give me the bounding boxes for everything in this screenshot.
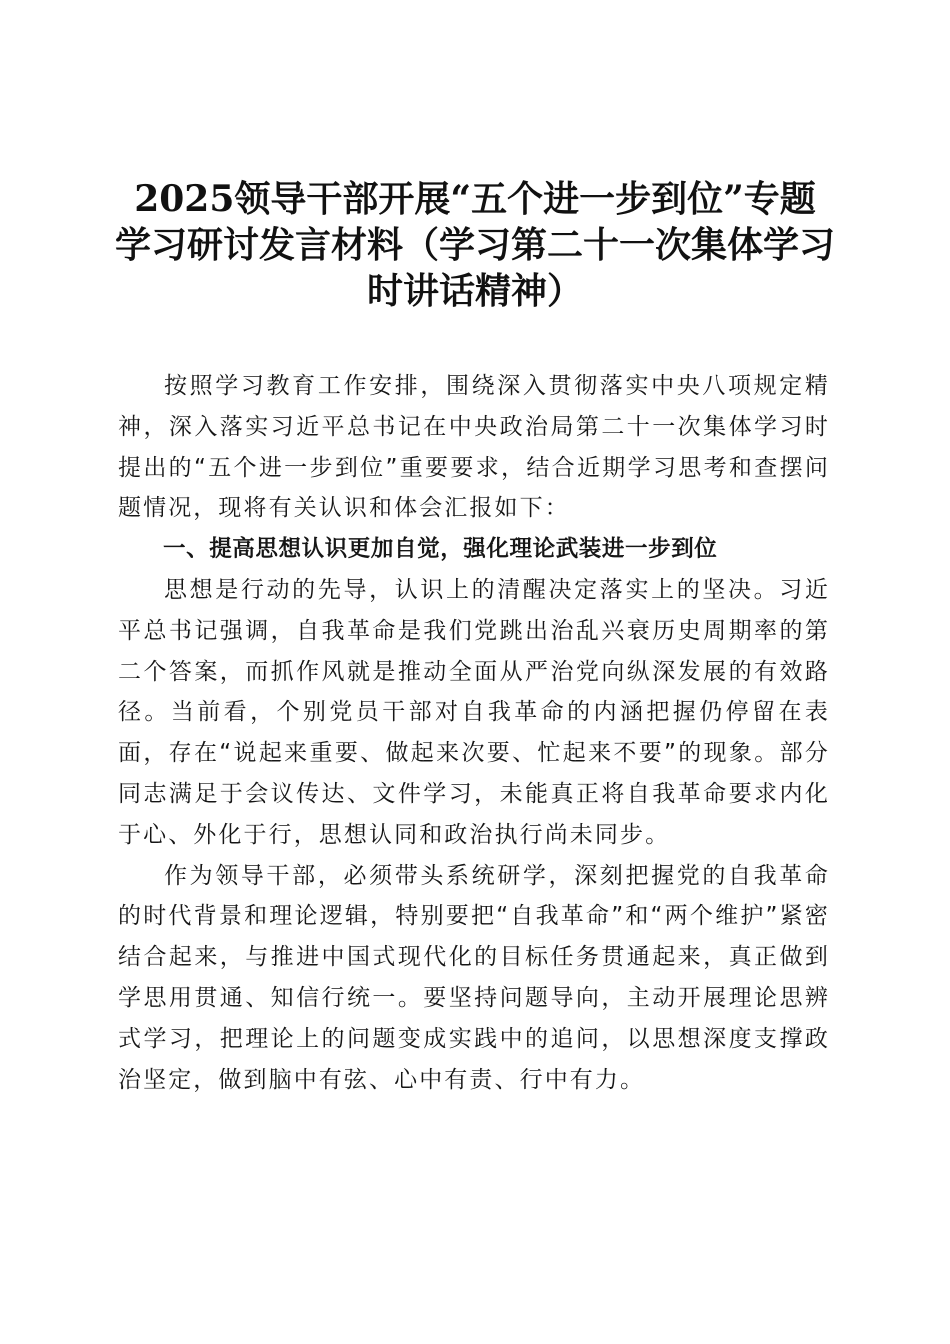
document-body bbox=[118, 366, 830, 1100]
title-line-3: 时讲话精神） bbox=[366, 270, 583, 312]
title-line-2: 学习研讨发言材料（学习第二十一次集体学习 bbox=[114, 224, 835, 266]
document-title bbox=[100, 176, 850, 314]
section-1-paragraph-1: 思想是行动的先导，认识上的清醒决定落实上的坚决。习近平总书记强调，自我革命是我们党跳出治乱兴衰历史周期率的第二个答案，而抓作风就是推动全面从严治党向纵深发展的有效路径。当前看，个别党员干部对自我革命的内涵把握仍停留在表面，存在“说起来重要、做起来次要、忙起来不要”的现象。部分同志满足于会议传达、文件学习，未能真正将自我革命要求内化于心、外化于行，思想认同和政治执行尚未同步。 bbox=[118, 576, 830, 848]
section-1-heading: 一、提高思想认识更加自觉，强化理论武装进一步到位 bbox=[163, 536, 718, 563]
title-line-1: 2025领导干部开展“五个进一步到位”专题 bbox=[134, 178, 816, 220]
section-1-paragraph-2: 作为领导干部，必须带头系统研学，深刻把握党的自我革命的时代背景和理论逻辑，特别要把“自我革命”和“两个维护”紧密结合起来，与推进中国式现代化的目标任务贯通起来，真正做到学思用贯通、知信行统一。要坚持问题导向，主动开展理论思辨式学习，把理论上的问题变成实践中的追问，以思想深度支撑政治坚定，做到脑中有弦、心中有责、行中有力。 bbox=[118, 862, 830, 1093]
intro-paragraph: 按照学习教育工作安排，围绕深入贯彻落实中央八项规定精神，深入落实习近平总书记在中央政治局第二十一次集体学习时提出的“五个进一步到位”重要要求，结合近期学习思考和查摆问题情况，现将有关认识和体会汇报如下： bbox=[118, 373, 830, 522]
